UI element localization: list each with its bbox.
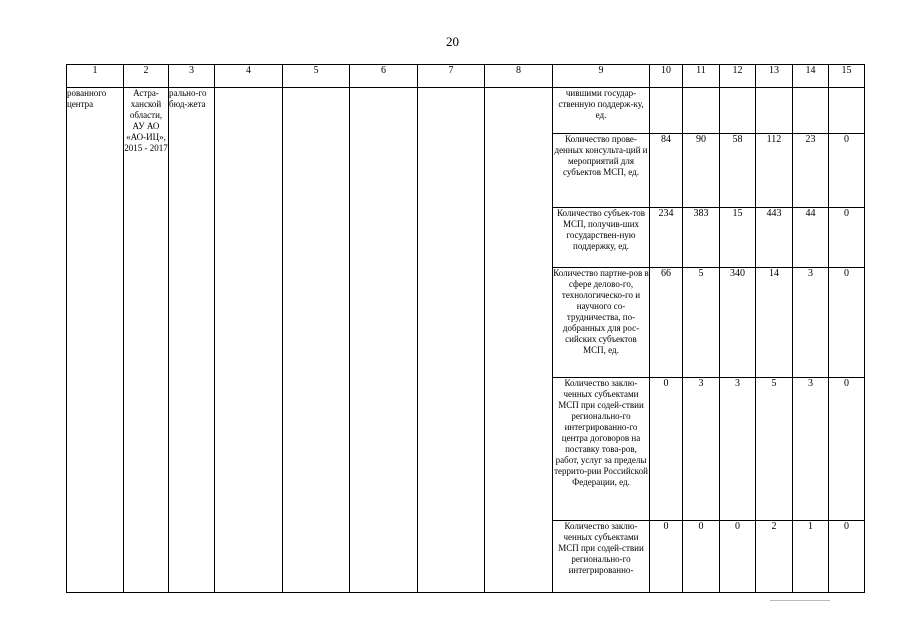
- column-number: 12: [720, 65, 756, 88]
- value-cell: 0: [650, 378, 683, 521]
- table-row: [67, 88, 865, 134]
- value-cell: 383: [683, 208, 720, 268]
- value-cell: 0: [829, 378, 865, 521]
- empty-cell: [418, 88, 485, 593]
- indicator-cell: Количество партне-ров в сфере делово-го, технологическо-го и научного со-трудничества, по-добранных для рос-сийских субъектов МСП, ед.: [553, 268, 650, 378]
- column-number: 6: [350, 65, 418, 88]
- value-cell: 23: [793, 134, 829, 208]
- value-cell: 3: [793, 378, 829, 521]
- value-cell: [793, 88, 829, 134]
- column-number: 14: [793, 65, 829, 88]
- value-cell: [720, 88, 756, 134]
- indicator-cell: Количество заклю-ченных субъектами МСП при содей-ствии регионально-го интегрированно-го центра договоров на поставку това-ров, работ, услуг за пределы террито-рии Российской Федерации, ед.: [553, 378, 650, 521]
- column-number: 13: [756, 65, 793, 88]
- value-cell: 90: [683, 134, 720, 208]
- value-cell: 3: [793, 268, 829, 378]
- value-cell: 340: [720, 268, 756, 378]
- scan-artifact-line: [770, 600, 830, 601]
- empty-cell: [283, 88, 350, 593]
- value-cell: 15: [720, 208, 756, 268]
- budget-cell: рально-го бюд-жета: [169, 88, 215, 593]
- column-number: 3: [169, 65, 215, 88]
- value-cell: 5: [683, 268, 720, 378]
- column-number-row: [67, 65, 865, 88]
- column-number: 2: [124, 65, 169, 88]
- value-cell: 0: [829, 268, 865, 378]
- empty-cell: [215, 88, 283, 593]
- center-name-cell: рованного центра: [67, 88, 124, 593]
- value-cell: 66: [650, 268, 683, 378]
- value-cell: 3: [720, 378, 756, 521]
- value-cell: 44: [793, 208, 829, 268]
- indicator-cell: чившими государ-ственную поддерж-ку, ед.: [553, 88, 650, 134]
- empty-cell: [485, 88, 553, 593]
- value-cell: 0: [829, 208, 865, 268]
- value-cell: 2: [756, 521, 793, 593]
- page-number: 20: [446, 34, 459, 49]
- column-number: 1: [67, 65, 124, 88]
- value-cell: 3: [683, 378, 720, 521]
- column-number: 15: [829, 65, 865, 88]
- value-cell: [683, 88, 720, 134]
- value-cell: 5: [756, 378, 793, 521]
- column-number: 9: [553, 65, 650, 88]
- value-cell: 58: [720, 134, 756, 208]
- column-number: 11: [683, 65, 720, 88]
- empty-cell: [350, 88, 418, 593]
- value-cell: [756, 88, 793, 134]
- column-number: 5: [283, 65, 350, 88]
- value-cell: 443: [756, 208, 793, 268]
- value-cell: [829, 88, 865, 134]
- column-number: 4: [215, 65, 283, 88]
- indicator-cell: Количество заклю-ченных субъектами МСП при содей-ствии регионально-го интегрированно-: [553, 521, 650, 593]
- value-cell: [650, 88, 683, 134]
- value-cell: 1: [793, 521, 829, 593]
- indicator-cell: Количество прове-денных консульта-ций и мероприятий для субъектов МСП, ед.: [553, 134, 650, 208]
- column-number: 8: [485, 65, 553, 88]
- value-cell: 0: [720, 521, 756, 593]
- indicator-cell: Количество субъек-тов МСП, получив-ших государствен-ную поддержку, ед.: [553, 208, 650, 268]
- executor-cell: Астра-ханской области, АУ АО «АО-ИЦ», 2015 - 2017: [124, 88, 169, 593]
- value-cell: 0: [829, 521, 865, 593]
- value-cell: 0: [650, 521, 683, 593]
- value-cell: 84: [650, 134, 683, 208]
- value-cell: 0: [683, 521, 720, 593]
- column-number: 7: [418, 65, 485, 88]
- value-cell: 112: [756, 134, 793, 208]
- column-number: 10: [650, 65, 683, 88]
- value-cell: 0: [829, 134, 865, 208]
- indicator-table: [66, 64, 865, 593]
- value-cell: 234: [650, 208, 683, 268]
- value-cell: 14: [756, 268, 793, 378]
